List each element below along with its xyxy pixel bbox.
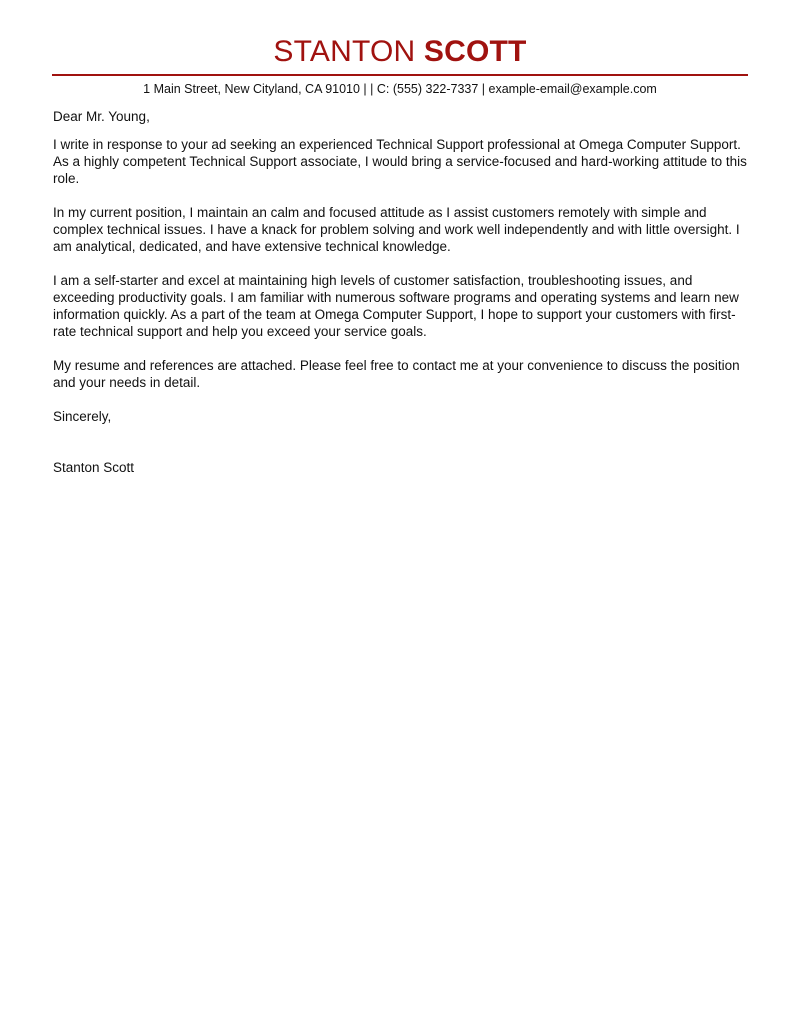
paragraph: In my current position, I maintain an calm and focused attitude as I assist customers remotely with simple and complex technical issues. I have a knack for problem solving and work well independently and with little oversight. I am analytical, dedicated, and have extensive technical knowledge. (53, 205, 740, 254)
paragraph: I am a self-starter and excel at maintaining high levels of customer satisfaction, troubleshooting issues, and exceeding productivity goals. I am familiar with numerous software programs and operating systems and learn new information quickly. As a part of the team at Omega Computer Support, I hope to support your customers with first-rate technical support and help you exceed your service goals. (53, 273, 739, 339)
signature: Stanton Scott (53, 460, 135, 475)
letter-body (53, 108, 753, 476)
last-name: SCOTT (423, 35, 527, 68)
paragraph: My resume and references are attached. Please feel free to contact me at your convenience to discuss the position and your needs in detail. (53, 358, 740, 390)
header-divider (52, 74, 748, 76)
first-name: STANTON (273, 35, 416, 68)
contact-line: 1 Main Street, New Cityland, CA 91010 | | C: (555) 322-7337 | example-email@example.com (143, 82, 657, 96)
greeting: Dear Mr. Young, (53, 109, 150, 124)
closing: Sincerely, (53, 409, 112, 424)
applicant-name (0, 34, 800, 70)
paragraph: I write in response to your ad seeking an experienced Technical Support professional at Omega Computer Support. As a highly competent Technical Support associate, I would bring a service-focused and hard-working attitude to this role. (53, 137, 747, 186)
